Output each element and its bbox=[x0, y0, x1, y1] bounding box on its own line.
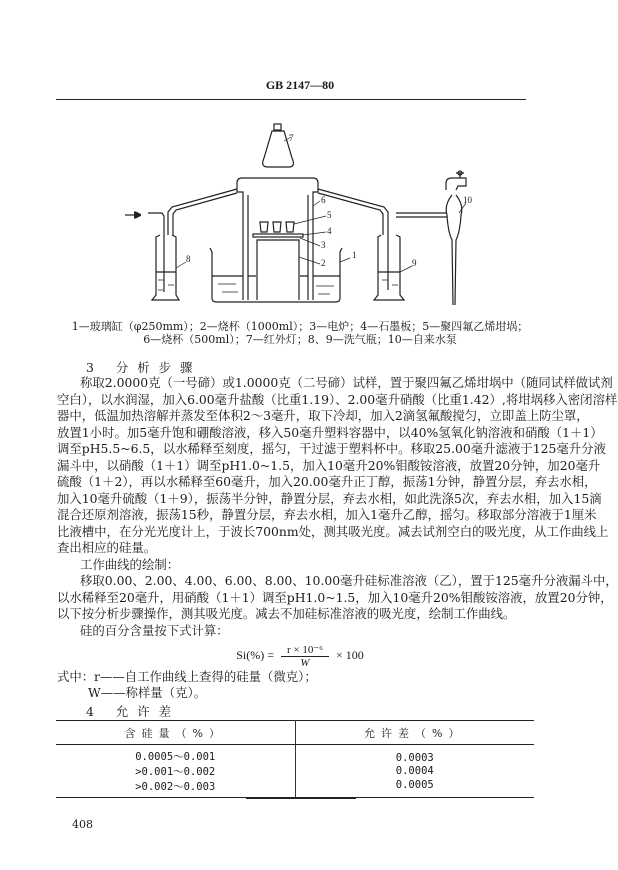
apparatus-diagram bbox=[110, 100, 510, 310]
label-6: 6 bbox=[321, 195, 326, 205]
cell-content: >0.001～0.002 bbox=[56, 764, 295, 779]
body-line: 器中，低温加热溶解并蒸发至体积2～3毫升，取下冷却，加入2滴氢氟酸搅匀，立即盖上防尘罩， bbox=[57, 408, 589, 423]
body-line: 调至pH5.5~6.5，以水稀释至刻度，摇匀，干过滤于塑料杯中。移取25.00毫升滤液于125毫升分液 bbox=[57, 441, 606, 456]
column-header-tolerance: 允许差（%） bbox=[295, 721, 534, 745]
body-line: 移取0.00、2.00、4.00、6.00、8.00、10.00毫升硅标准溶液（乙），置于125毫升分液漏斗中， bbox=[80, 573, 618, 588]
hot-plate-drawing bbox=[253, 222, 303, 300]
body-line: 以下按分析步骤操作，测其吸光度。减去不加硅标准溶液的吸光度，绘制工作曲线。 bbox=[57, 606, 516, 621]
table-row bbox=[56, 764, 534, 779]
water-pump-drawing bbox=[396, 171, 466, 305]
document-code-header: GB 2147—80 bbox=[265, 78, 335, 92]
wash-bottle-8-drawing bbox=[152, 235, 179, 300]
formula-fraction bbox=[281, 643, 329, 669]
section-3-heading: 3 分析步骤 bbox=[86, 360, 202, 375]
definition-r: r——自工作曲线上查得的硅量（微克）； bbox=[94, 669, 317, 684]
body-line: 混合还原剂溶液，振荡15秒，静置分层，弃去水相，加入1毫升乙醇，摇匀。移取部分溶液于1厘米 bbox=[57, 507, 597, 522]
cell-content: 0.0005～0.001 bbox=[56, 745, 295, 764]
cell-tolerance: 0.0003 bbox=[395, 751, 434, 764]
column-header-silicon-content: 含硅量（%） bbox=[56, 721, 295, 745]
label-4: 4 bbox=[327, 226, 332, 236]
definition-w: W——称样量（克）。 bbox=[88, 685, 207, 700]
body-line: 漏斗中，以硝酸（1＋1）调至pH1.0~1.5，加入10毫升20%钼酸铵溶液，放置20分钟，加20毫升 bbox=[57, 457, 601, 473]
label-10: 10 bbox=[463, 195, 472, 205]
tolerance-table bbox=[56, 720, 534, 798]
label-1: 1 bbox=[352, 250, 357, 260]
label-7: 7 bbox=[289, 133, 294, 143]
where-label: 式中： bbox=[57, 669, 95, 684]
body-line: 空白），以水润湿，加入6.00毫升盐酸（比重1.19）、2.00毫升硝酸（比重1.42）,将坩埚移入密闭溶样 bbox=[57, 391, 618, 407]
body-line: 硫酸（1＋2），再以水稀释至60毫升，加入20.00毫升正丁醇，振荡1分钟，静置分层，弃去水相， bbox=[57, 474, 597, 489]
label-2: 2 bbox=[321, 258, 326, 268]
formula-rhs: × 100 bbox=[336, 647, 364, 662]
label-3: 3 bbox=[321, 240, 326, 250]
section-4-heading: 4 允许差 bbox=[86, 704, 180, 719]
wash-bottle-9-drawing bbox=[374, 235, 404, 300]
table-row bbox=[56, 779, 534, 798]
formula-numerator: r × 10⁻⁶ bbox=[281, 643, 329, 657]
body-line: 称取2.0000克（一号碲）或1.0000克（二号碲）试样，置于聚四氟乙烯坩埚中（随同试样做试剂 bbox=[80, 375, 613, 390]
infrared-lamp-drawing bbox=[263, 124, 294, 167]
cell-content: >0.002～0.003 bbox=[56, 779, 295, 798]
curve-subheading: 工作曲线的绘制： bbox=[80, 556, 180, 572]
end-rule bbox=[246, 798, 356, 799]
figure-caption-line: 1—玻璃缸（φ250mm）；2—烧杯（1000ml）；3—电炉；4—石墨板；5—聚四氟乙烯坩埚； bbox=[71, 320, 529, 333]
formula-denominator: W bbox=[300, 657, 310, 669]
bell-jar-drawing bbox=[237, 178, 318, 300]
body-line: 以水稀释至20毫升，用硝酸（1＋1）调至pH1.0~1.5，加入10毫升20%钼酸铵溶液，放置20分钟， bbox=[57, 589, 613, 605]
calc-intro: 硅的百分含量按下式计算： bbox=[80, 622, 229, 638]
body-line: 查出相应的硅量。 bbox=[57, 540, 157, 555]
page-number: 408 bbox=[72, 818, 93, 831]
label-9: 9 bbox=[412, 258, 417, 268]
body-line: 比液槽中，在分光光度计上，于波长700nm处，测其吸光度。减去试剂空白的吸光度，从工作曲线上 bbox=[57, 523, 609, 539]
cell-tolerance: 0.0005 bbox=[395, 778, 434, 791]
table-row bbox=[56, 745, 534, 764]
body-line: 放置1小时。加5毫升饱和硼酸溶液，移入50毫升塑料容器中，以40%氢氧化钠溶液和硝酸（1＋1） bbox=[57, 424, 603, 440]
glass-basin-drawing bbox=[210, 248, 342, 302]
silicon-formula bbox=[0, 643, 600, 669]
cell-tolerance: 0.0004 bbox=[395, 765, 434, 777]
label-5: 5 bbox=[327, 210, 332, 220]
label-8: 8 bbox=[186, 254, 191, 264]
formula-lhs: Si(%) = bbox=[236, 647, 274, 662]
figure-caption-line: 6—烧杯（500ml）；7—红外灯；8、9—洗气瓶；10—自来水泵 bbox=[143, 333, 457, 346]
body-line: 加入10毫升硫酸（1＋9），振荡半分钟，静置分层，弃去水相，如此洗涤5次，弃去水相，加入15滴 bbox=[57, 490, 602, 506]
